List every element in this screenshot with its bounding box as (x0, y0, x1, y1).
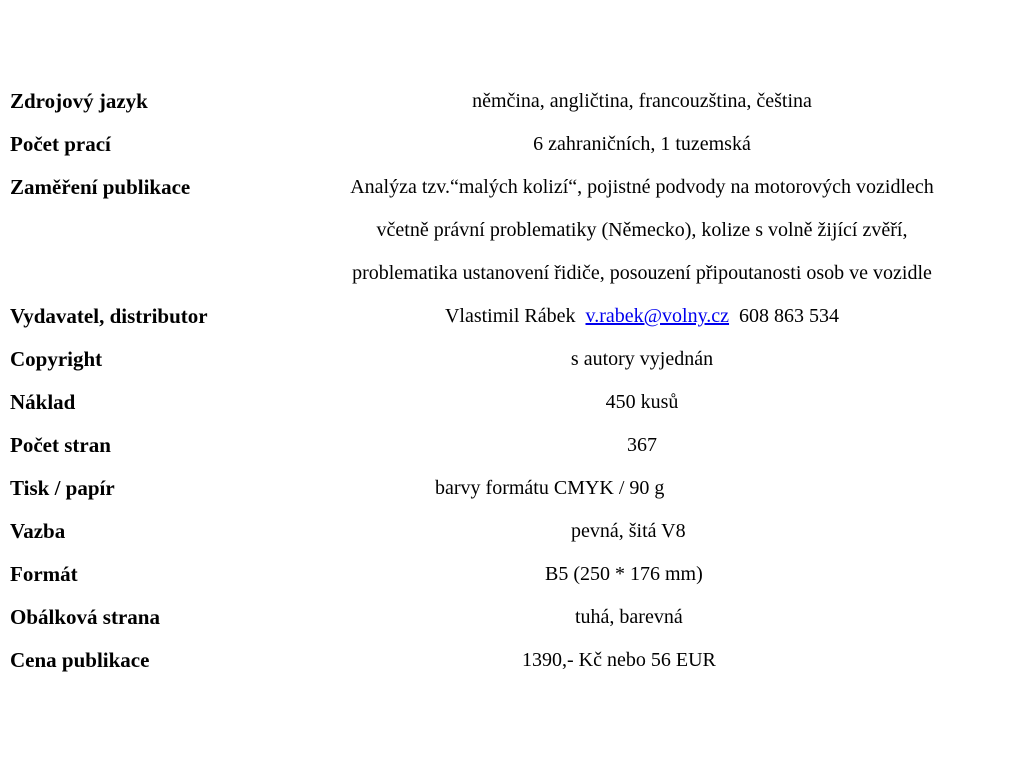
row-cover (0, 597, 1024, 637)
value-copyright: s autory vyjednán (570, 348, 714, 370)
label-format: Formát (10, 562, 78, 586)
value-page-count: 367 (627, 434, 657, 456)
value-publisher (260, 296, 1024, 336)
row-publication-focus (0, 167, 1024, 297)
row-price (0, 640, 1024, 680)
label-page-count: Počet stran (10, 433, 111, 457)
label-publisher: Vydavatel, distributor (10, 304, 208, 328)
value-publication-focus (260, 166, 1024, 295)
label-source-language: Zdrojový jazyk (10, 89, 148, 113)
label-price: Cena publikace (10, 648, 150, 672)
value-print-paper: barvy formátu CMYK / 90 g (435, 477, 665, 499)
row-source-language (0, 81, 1024, 121)
value-print-run: 450 kusů (605, 391, 679, 413)
value-format: B5 (250 * 176 mm) (545, 563, 703, 585)
value-binding: pevná, šitá V8 (571, 520, 686, 542)
value-source-language: němčina, angličtina, francouzština, čeština (472, 90, 812, 112)
focus-line-2: včetně právní problematiky (Německo), kolize s volně žijící zvěří, (376, 219, 908, 241)
row-print-run (0, 382, 1024, 422)
label-number-of-works: Počet prací (10, 132, 111, 156)
label-publication-focus: Zaměření publikace (10, 175, 191, 199)
publisher-name: Vlastimil Rábek (444, 305, 576, 327)
row-number-of-works (0, 124, 1024, 164)
row-binding (0, 511, 1024, 551)
label-copyright: Copyright (10, 347, 103, 371)
row-publisher (0, 296, 1024, 336)
label-cover: Obálková strana (10, 605, 160, 629)
value-price: 1390,- Kč nebo 56 EUR (522, 649, 716, 671)
label-binding: Vazba (10, 519, 66, 543)
focus-line-3: problematika ustanovení řidiče, posouzení připoutanosti osob ve vozidle (352, 262, 932, 284)
label-print-run: Náklad (10, 390, 76, 414)
row-print-paper (0, 468, 1024, 508)
value-cover: tuhá, barevná (575, 606, 683, 628)
publisher-phone: 608 863 534 (739, 305, 840, 327)
focus-line-1: Analýza tzv.“malých kolizí“, pojistné podvody na motorových vozidlech (350, 176, 934, 198)
value-number-of-works: 6 zahraničních, 1 tuzemská (533, 133, 751, 155)
row-format (0, 554, 1024, 594)
row-page-count (0, 425, 1024, 465)
publisher-email-link[interactable]: v.rabek@volny.cz (585, 305, 730, 327)
label-print-paper: Tisk / papír (10, 476, 115, 500)
row-copyright (0, 339, 1024, 379)
